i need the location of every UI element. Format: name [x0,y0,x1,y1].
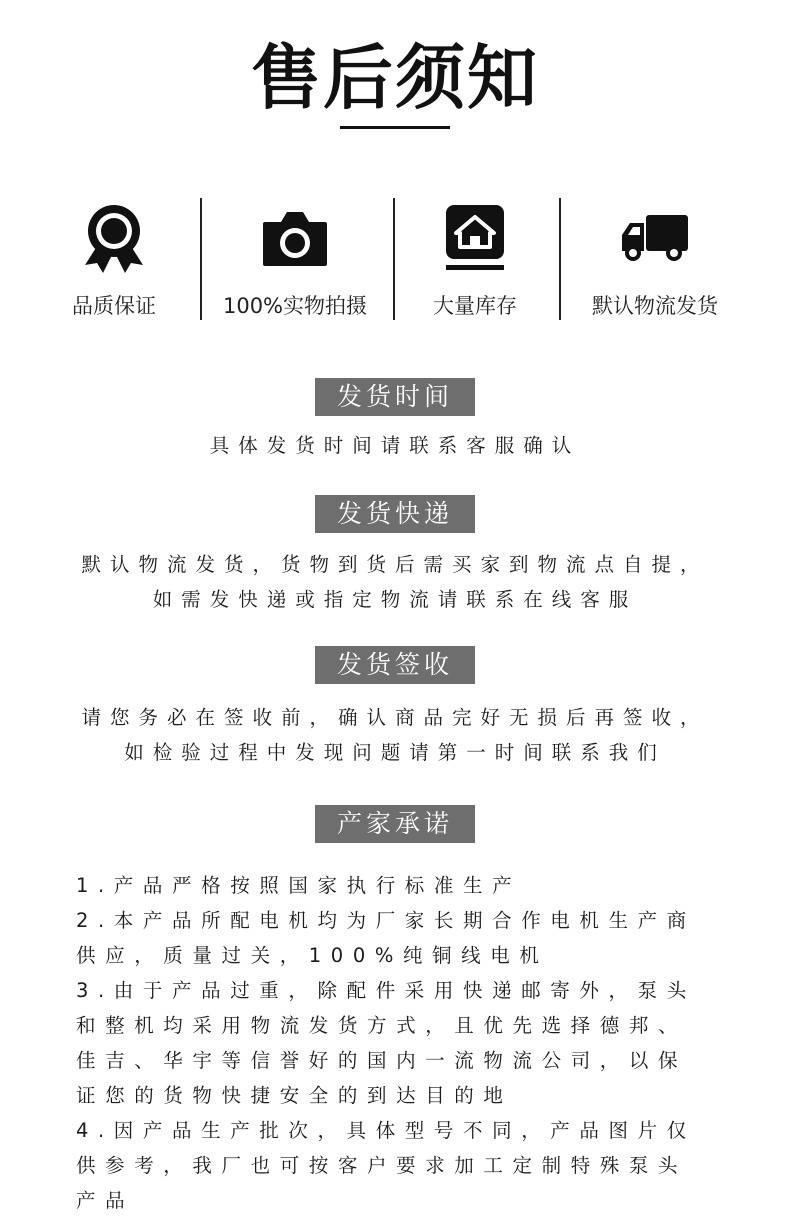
promise-line: 产品 [76,1189,135,1212]
section-heading-promise: 产家承诺 [315,805,475,843]
divider [393,198,395,320]
promise-line: 和整机均采用物流发货方式，且优先选择德邦、 [76,1014,688,1037]
divider [559,198,561,320]
promise-line: 佳吉、华宇等信誉好的国内一流物流公司，以保 [76,1049,688,1072]
feature-label: 品质保证 [72,294,156,318]
truck-icon [620,202,690,273]
promise-line: 证您的货物快捷安全的到达目的地 [76,1084,513,1107]
feature-row [0,198,790,320]
page-title: 售后须知 [251,37,539,119]
title-underline [340,126,450,129]
feature-label: 默认物流发货 [592,294,718,318]
promise-line: 1.产品严格按照国家执行标准生产 [76,874,522,897]
promise-line: 供参考，我厂也可按客户要求加工定制特殊泵头 [76,1154,688,1177]
receipt-text-line: 如检验过程中发现问题请第一时间联系我们 [124,741,666,764]
warehouse-icon [444,202,506,273]
promise-line: 3.由于产品过重，除配件采用快递邮寄外，泵头 [76,979,696,1002]
express-text-line: 默认物流发货，货物到货后需买家到物流点自提， [81,553,709,576]
promise-line: 供应，质量过关，100%纯铜线电机 [76,944,549,967]
promise-line: 2.本产品所配电机均为厂家长期合作电机生产商 [76,909,696,932]
promise-list [76,868,736,1218]
divider [200,198,202,320]
receipt-text-line: 请您务必在签收前，确认商品完好无损后再签收， [81,706,709,729]
section-heading-express: 发货快递 [315,495,475,533]
feature-photo [205,198,385,320]
section-heading-receipt: 发货签收 [315,646,475,684]
section-heading-ship-time: 发货时间 [315,378,475,416]
feature-label: 100%实物拍摄 [222,294,368,318]
ship-time-text: 具体发货时间请联系客服确认 [209,434,581,457]
feature-quality [44,198,184,320]
promise-line: 4.因产品生产批次，具体型号不同，产品图片仅 [76,1119,696,1142]
feature-stock [405,198,545,320]
feature-label: 大量库存 [433,294,517,318]
camera-icon [261,202,329,273]
award-ribbon-icon [79,202,149,273]
express-text-line: 如需发快递或指定物流请联系在线客服 [152,588,638,611]
feature-shipping [580,198,730,320]
